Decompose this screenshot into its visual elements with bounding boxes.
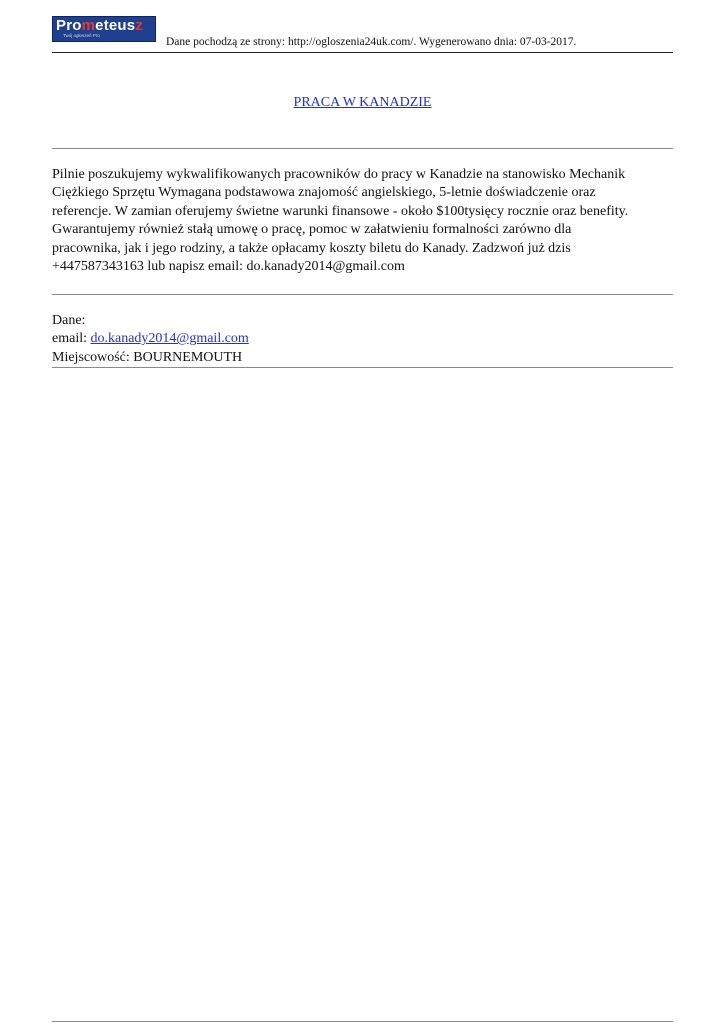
listing-description	[52, 166, 677, 276]
site-logo	[52, 16, 156, 42]
logo-text-3: eteus	[95, 17, 136, 34]
source-note: Dane pochodzą ze strony: http://ogloszenia24uk.com/. Wygenerowano dnia: 07-03-2017.	[166, 36, 577, 48]
listing-title	[0, 94, 725, 112]
footer-divider	[52, 1021, 673, 1022]
location-label: Miejscowość:	[52, 349, 134, 365]
listing-title-link[interactable]: PRACA W KANADZIE	[293, 95, 432, 110]
description-line: Gwarantujemy również stałą umowę o pracę, pomoc w załatwieniu formalności zarówno dla	[52, 222, 572, 238]
location-value: BOURNEMOUTH	[133, 349, 243, 365]
location-row	[52, 349, 249, 367]
contact-details	[52, 312, 249, 367]
logo-text-1: Pro	[56, 17, 82, 34]
details-heading: Dane:	[52, 313, 86, 328]
email-label: email:	[52, 331, 91, 347]
logo-text-2: m	[81, 17, 96, 34]
logo-tagline: Twój ogłoszeń Pro	[63, 33, 100, 38]
description-line: Ciężkiego Sprzętu Wymagana podstawowa znajomość angielskiego, 5-letnie doświadczenie oraz	[52, 185, 596, 201]
description-line: pracownika, jak i jego rodziny, a także opłacamy koszty biletu do Kanady. Zadzwoń już dzis	[52, 240, 571, 256]
description-divider	[52, 294, 673, 295]
email-row	[52, 330, 249, 348]
header-divider	[52, 52, 673, 53]
details-divider	[52, 367, 673, 368]
description-line: referencje. W zamian oferujemy świetne warunki finansowe - około $100tysięcy rocznie oraz benefity.	[52, 203, 629, 219]
logo-text-4: z	[135, 17, 144, 34]
description-line: +447587343163 lub napisz email: do.kanady2014@gmail.com	[52, 259, 405, 275]
description-line: Pilnie poszukujemy wykwalifikowanych pracowników do pracy w Kanadzie na stanowisko Mechanik	[52, 167, 626, 182]
email-link[interactable]: do.kanady2014@gmail.com	[90, 331, 249, 347]
title-divider	[52, 148, 673, 149]
